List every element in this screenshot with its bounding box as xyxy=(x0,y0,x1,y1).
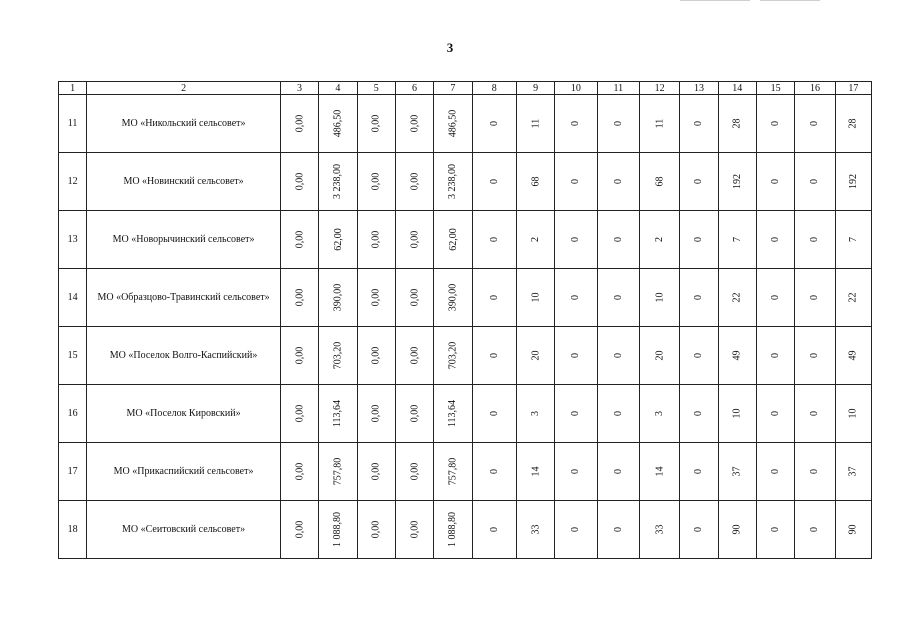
cell-value: 90 xyxy=(847,524,859,535)
cell-c17 xyxy=(835,501,871,559)
cell-value: 22 xyxy=(847,292,859,303)
cell-c7 xyxy=(434,385,472,443)
column-header-5: 5 xyxy=(357,82,395,95)
cell-value: 68 xyxy=(654,176,666,187)
cell-c16 xyxy=(795,385,835,443)
cell-c12 xyxy=(639,269,679,327)
cell-value: 11 xyxy=(530,118,542,129)
municipality-name: МО «Образцово-Травинский сельсовет» xyxy=(87,269,281,327)
cell-c15 xyxy=(756,501,794,559)
cell-c8 xyxy=(472,443,516,501)
cell-c12 xyxy=(639,153,679,211)
cell-c3 xyxy=(280,269,318,327)
cell-value: 0 xyxy=(809,411,821,416)
cell-value: 0,00 xyxy=(370,520,382,539)
cell-value: 0,00 xyxy=(409,230,421,249)
cell-value: 0 xyxy=(612,237,624,242)
cell-c10 xyxy=(555,327,597,385)
cell-c7 xyxy=(434,153,472,211)
cell-value: 20 xyxy=(530,350,542,361)
cell-c14 xyxy=(718,153,756,211)
cell-value: 0 xyxy=(693,469,705,474)
column-header-6: 6 xyxy=(395,82,433,95)
cell-c13 xyxy=(680,211,718,269)
cell-value: 192 xyxy=(847,174,859,189)
cell-value: 14 xyxy=(654,466,666,477)
cell-value: 703,20 xyxy=(332,341,344,370)
cell-c4 xyxy=(319,327,357,385)
cell-c5 xyxy=(357,153,395,211)
cell-c16 xyxy=(795,153,835,211)
cell-value: 0 xyxy=(570,353,582,358)
cell-c9 xyxy=(516,385,554,443)
cell-c6 xyxy=(395,269,433,327)
cell-value: 0,00 xyxy=(294,230,306,249)
cell-value: 0 xyxy=(693,527,705,532)
cell-value: 49 xyxy=(847,350,859,361)
cell-c7 xyxy=(434,211,472,269)
cell-c17 xyxy=(835,269,871,327)
cell-value: 0 xyxy=(693,121,705,126)
cell-c14 xyxy=(718,327,756,385)
cell-value: 0,00 xyxy=(370,230,382,249)
cell-value: 0,00 xyxy=(409,288,421,307)
cell-c14 xyxy=(718,385,756,443)
cell-value: 7 xyxy=(731,237,743,242)
cell-c15 xyxy=(756,443,794,501)
row-number: 18 xyxy=(59,501,87,559)
cell-c8 xyxy=(472,153,516,211)
cell-c10 xyxy=(555,443,597,501)
cell-value: 90 xyxy=(731,524,743,535)
cell-c11 xyxy=(597,153,639,211)
cell-c16 xyxy=(795,95,835,153)
cell-value: 0 xyxy=(770,295,782,300)
cell-value: 0 xyxy=(570,121,582,126)
cell-c17 xyxy=(835,327,871,385)
column-header-10: 10 xyxy=(555,82,597,95)
cell-c12 xyxy=(639,95,679,153)
cell-value: 113,64 xyxy=(332,399,344,428)
cell-value: 0,00 xyxy=(370,114,382,133)
cell-c6 xyxy=(395,501,433,559)
municipality-name: МО «Прикаспийский сельсовет» xyxy=(87,443,281,501)
cell-value: 0 xyxy=(488,295,500,300)
cell-c14 xyxy=(718,269,756,327)
cell-c14 xyxy=(718,211,756,269)
cell-value: 28 xyxy=(847,118,859,129)
cell-c11 xyxy=(597,327,639,385)
cell-value: 0 xyxy=(570,179,582,184)
cell-c9 xyxy=(516,269,554,327)
cell-value: 3 238,00 xyxy=(447,164,459,199)
cell-c9 xyxy=(516,443,554,501)
cell-value: 2 xyxy=(530,237,542,242)
cell-value: 0 xyxy=(488,237,500,242)
cell-value: 0,00 xyxy=(409,114,421,133)
column-header-17: 17 xyxy=(835,82,871,95)
cell-c12 xyxy=(639,385,679,443)
cell-c9 xyxy=(516,153,554,211)
column-header-2: 2 xyxy=(87,82,281,95)
cell-value: 703,20 xyxy=(447,341,459,370)
scan-artifact-line xyxy=(680,0,750,1)
cell-value: 11 xyxy=(654,118,666,129)
cell-value: 0,00 xyxy=(409,346,421,365)
cell-value: 0 xyxy=(770,469,782,474)
cell-c14 xyxy=(718,501,756,559)
cell-value: 0 xyxy=(693,411,705,416)
row-number: 13 xyxy=(59,211,87,269)
cell-value: 0,00 xyxy=(370,346,382,365)
table-row xyxy=(59,95,872,153)
cell-c13 xyxy=(680,153,718,211)
cell-value: 10 xyxy=(654,292,666,303)
cell-c6 xyxy=(395,153,433,211)
cell-value: 0 xyxy=(770,179,782,184)
cell-c16 xyxy=(795,327,835,385)
cell-value: 0 xyxy=(809,121,821,126)
municipality-name: МО «Поселок Кировский» xyxy=(87,385,281,443)
cell-c11 xyxy=(597,385,639,443)
cell-c13 xyxy=(680,443,718,501)
cell-c8 xyxy=(472,269,516,327)
page-number: 3 xyxy=(446,40,454,55)
cell-c5 xyxy=(357,501,395,559)
cell-value: 0,00 xyxy=(294,288,306,307)
table-row xyxy=(59,501,872,559)
cell-value: 1 088,80 xyxy=(447,512,459,547)
cell-value: 0 xyxy=(809,527,821,532)
cell-c17 xyxy=(835,443,871,501)
cell-c13 xyxy=(680,501,718,559)
cell-value: 757,80 xyxy=(447,457,459,486)
table-row xyxy=(59,153,872,211)
cell-value: 10 xyxy=(847,408,859,419)
row-number: 14 xyxy=(59,269,87,327)
cell-c5 xyxy=(357,327,395,385)
cell-value: 0 xyxy=(770,411,782,416)
cell-value: 20 xyxy=(654,350,666,361)
table-header-row xyxy=(59,82,872,95)
cell-c10 xyxy=(555,269,597,327)
row-number: 17 xyxy=(59,443,87,501)
cell-value: 0 xyxy=(612,527,624,532)
column-header-3: 3 xyxy=(280,82,318,95)
cell-c5 xyxy=(357,269,395,327)
cell-c12 xyxy=(639,211,679,269)
cell-value: 0 xyxy=(612,411,624,416)
column-header-16: 16 xyxy=(795,82,835,95)
cell-value: 49 xyxy=(731,350,743,361)
cell-value: 62,00 xyxy=(332,228,344,251)
cell-c3 xyxy=(280,153,318,211)
cell-value: 68 xyxy=(530,176,542,187)
cell-value: 486,50 xyxy=(332,109,344,138)
cell-c12 xyxy=(639,443,679,501)
cell-value: 0 xyxy=(770,121,782,126)
column-header-9: 9 xyxy=(516,82,554,95)
cell-c3 xyxy=(280,385,318,443)
row-number: 16 xyxy=(59,385,87,443)
table-row xyxy=(59,269,872,327)
cell-c17 xyxy=(835,153,871,211)
cell-c8 xyxy=(472,95,516,153)
cell-value: 0,00 xyxy=(294,404,306,423)
cell-value: 0 xyxy=(488,179,500,184)
data-table xyxy=(58,81,872,559)
cell-value: 22 xyxy=(731,292,743,303)
cell-value: 28 xyxy=(731,118,743,129)
cell-value: 390,00 xyxy=(332,283,344,312)
cell-value: 1 088,80 xyxy=(332,512,344,547)
cell-c8 xyxy=(472,385,516,443)
cell-value: 0 xyxy=(488,527,500,532)
cell-value: 0,00 xyxy=(294,172,306,191)
cell-c17 xyxy=(835,211,871,269)
cell-value: 0,00 xyxy=(294,346,306,365)
cell-value: 3 238,00 xyxy=(332,164,344,199)
cell-c4 xyxy=(319,211,357,269)
cell-c14 xyxy=(718,443,756,501)
cell-value: 0 xyxy=(612,121,624,126)
cell-c3 xyxy=(280,211,318,269)
cell-c11 xyxy=(597,269,639,327)
cell-c10 xyxy=(555,153,597,211)
cell-value: 0 xyxy=(693,237,705,242)
municipality-name: МО «Сеитовский сельсовет» xyxy=(87,501,281,559)
cell-value: 0,00 xyxy=(370,172,382,191)
cell-c13 xyxy=(680,385,718,443)
cell-value: 2 xyxy=(654,237,666,242)
cell-c15 xyxy=(756,269,794,327)
cell-c7 xyxy=(434,443,472,501)
cell-value: 0 xyxy=(809,353,821,358)
row-number: 12 xyxy=(59,153,87,211)
cell-c9 xyxy=(516,95,554,153)
cell-c16 xyxy=(795,211,835,269)
column-header-8: 8 xyxy=(472,82,516,95)
cell-value: 0,00 xyxy=(370,404,382,423)
cell-value: 0 xyxy=(570,527,582,532)
cell-c10 xyxy=(555,385,597,443)
cell-value: 33 xyxy=(654,524,666,535)
cell-c15 xyxy=(756,385,794,443)
cell-value: 0,00 xyxy=(294,520,306,539)
cell-c7 xyxy=(434,501,472,559)
cell-c3 xyxy=(280,501,318,559)
cell-value: 10 xyxy=(530,292,542,303)
municipality-name: МО «Поселок Волго-Каспийский» xyxy=(87,327,281,385)
cell-c12 xyxy=(639,327,679,385)
cell-value: 0 xyxy=(693,295,705,300)
cell-value: 14 xyxy=(530,466,542,477)
cell-c10 xyxy=(555,211,597,269)
column-header-13: 13 xyxy=(680,82,718,95)
cell-c5 xyxy=(357,443,395,501)
column-header-11: 11 xyxy=(597,82,639,95)
cell-c4 xyxy=(319,269,357,327)
cell-value: 0 xyxy=(612,353,624,358)
cell-value: 0,00 xyxy=(294,114,306,133)
cell-c11 xyxy=(597,443,639,501)
municipality-name: МО «Новорычинский сельсовет» xyxy=(87,211,281,269)
cell-value: 0 xyxy=(770,527,782,532)
table-row xyxy=(59,327,872,385)
cell-value: 0 xyxy=(693,353,705,358)
cell-c10 xyxy=(555,501,597,559)
cell-c4 xyxy=(319,385,357,443)
cell-c13 xyxy=(680,95,718,153)
cell-c7 xyxy=(434,269,472,327)
cell-value: 0 xyxy=(570,411,582,416)
cell-value: 0 xyxy=(570,295,582,300)
cell-c9 xyxy=(516,211,554,269)
cell-value: 0,00 xyxy=(370,462,382,481)
cell-c5 xyxy=(357,385,395,443)
cell-value: 0 xyxy=(693,179,705,184)
cell-value: 0,00 xyxy=(409,520,421,539)
cell-c3 xyxy=(280,327,318,385)
cell-c4 xyxy=(319,501,357,559)
cell-c16 xyxy=(795,269,835,327)
cell-value: 0 xyxy=(809,237,821,242)
cell-value: 113,64 xyxy=(447,399,459,428)
cell-c12 xyxy=(639,501,679,559)
cell-c4 xyxy=(319,443,357,501)
cell-c6 xyxy=(395,443,433,501)
cell-value: 10 xyxy=(731,408,743,419)
row-number: 11 xyxy=(59,95,87,153)
municipality-name: МО «Никольский сельсовет» xyxy=(87,95,281,153)
cell-value: 0 xyxy=(809,179,821,184)
cell-value: 0,00 xyxy=(409,172,421,191)
scan-artifact-line xyxy=(760,0,820,1)
cell-c15 xyxy=(756,327,794,385)
cell-c3 xyxy=(280,95,318,153)
cell-c17 xyxy=(835,385,871,443)
cell-c14 xyxy=(718,95,756,153)
cell-c8 xyxy=(472,501,516,559)
cell-value: 0,00 xyxy=(409,404,421,423)
column-header-15: 15 xyxy=(756,82,794,95)
cell-c11 xyxy=(597,501,639,559)
cell-c15 xyxy=(756,153,794,211)
cell-value: 0,00 xyxy=(294,462,306,481)
cell-value: 37 xyxy=(847,466,859,477)
cell-value: 0 xyxy=(809,295,821,300)
cell-c16 xyxy=(795,501,835,559)
cell-c5 xyxy=(357,95,395,153)
cell-c6 xyxy=(395,211,433,269)
cell-value: 0 xyxy=(570,469,582,474)
column-header-12: 12 xyxy=(639,82,679,95)
cell-value: 33 xyxy=(530,524,542,535)
cell-c6 xyxy=(395,327,433,385)
row-number: 15 xyxy=(59,327,87,385)
municipality-name: МО «Новинский сельсовет» xyxy=(87,153,281,211)
cell-c11 xyxy=(597,211,639,269)
cell-value: 3 xyxy=(530,411,542,416)
cell-value: 0,00 xyxy=(409,462,421,481)
cell-value: 3 xyxy=(654,411,666,416)
cell-c15 xyxy=(756,95,794,153)
cell-c13 xyxy=(680,327,718,385)
table-row xyxy=(59,385,872,443)
cell-c16 xyxy=(795,443,835,501)
column-header-14: 14 xyxy=(718,82,756,95)
cell-c3 xyxy=(280,443,318,501)
cell-c8 xyxy=(472,211,516,269)
cell-c11 xyxy=(597,95,639,153)
cell-c5 xyxy=(357,211,395,269)
cell-c6 xyxy=(395,95,433,153)
cell-c10 xyxy=(555,95,597,153)
cell-value: 0 xyxy=(770,353,782,358)
cell-value: 7 xyxy=(847,237,859,242)
cell-value: 0 xyxy=(488,469,500,474)
cell-value: 757,80 xyxy=(332,457,344,486)
cell-c4 xyxy=(319,95,357,153)
cell-value: 0 xyxy=(570,237,582,242)
cell-c7 xyxy=(434,95,472,153)
cell-value: 486,50 xyxy=(447,109,459,138)
cell-value: 0 xyxy=(770,237,782,242)
cell-value: 0,00 xyxy=(370,288,382,307)
cell-c13 xyxy=(680,269,718,327)
cell-c8 xyxy=(472,327,516,385)
cell-c15 xyxy=(756,211,794,269)
cell-value: 0 xyxy=(612,469,624,474)
cell-value: 37 xyxy=(731,466,743,477)
cell-value: 0 xyxy=(612,179,624,184)
cell-value: 0 xyxy=(809,469,821,474)
cell-value: 0 xyxy=(612,295,624,300)
cell-value: 0 xyxy=(488,353,500,358)
column-header-1: 1 xyxy=(59,82,87,95)
cell-value: 192 xyxy=(731,174,743,189)
column-header-7: 7 xyxy=(434,82,472,95)
cell-c6 xyxy=(395,385,433,443)
cell-value: 390,00 xyxy=(447,283,459,312)
cell-value: 62,00 xyxy=(447,228,459,251)
cell-c17 xyxy=(835,95,871,153)
cell-c9 xyxy=(516,501,554,559)
cell-c4 xyxy=(319,153,357,211)
cell-c9 xyxy=(516,327,554,385)
table-row xyxy=(59,443,872,501)
cell-value: 0 xyxy=(488,411,500,416)
table-row xyxy=(59,211,872,269)
column-header-4: 4 xyxy=(319,82,357,95)
cell-value: 0 xyxy=(488,121,500,126)
cell-c7 xyxy=(434,327,472,385)
